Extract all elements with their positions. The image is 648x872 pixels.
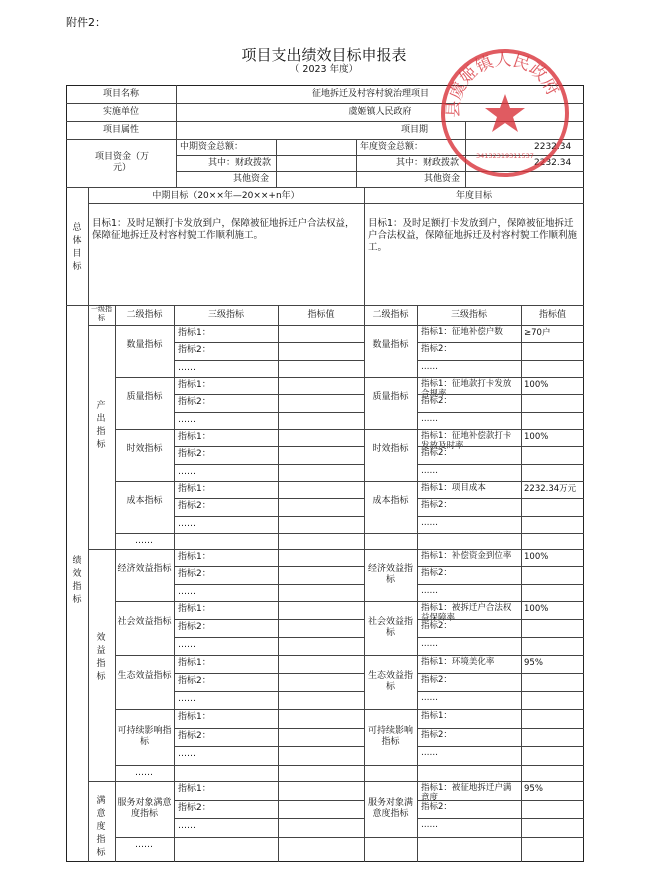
level2-left: 社会效益指标 [117,617,172,627]
level2-right: 质量指标 [372,392,409,402]
level1-satisfaction: 满意度指标 [96,796,106,858]
indicator-left: 指标1： [178,328,211,338]
level2-left: 质量指标 [126,392,163,402]
indicator-right: 指标1：被征地拆迁户满意度 [421,783,512,803]
indicator-left: 指标2： [178,501,211,512]
form-year: （ 2023 年度） [289,64,359,75]
indicator-value: 95% [524,658,543,668]
header-value-right: 指标值 [538,310,566,320]
indicator-left: …… [178,414,196,425]
indicator-right: 指标2： [421,568,452,579]
indicator-right: …… [421,413,438,424]
indicator-left: 指标2： [178,730,211,741]
indicator-right: …… [421,693,438,703]
mid-total-label: 中期资金总额： [180,142,244,152]
indicator-right: 指标2： [421,729,452,740]
header-level2-right: 二级指标 [372,310,409,320]
indicator-left: 指标1： [178,380,211,390]
year-other-label: 其他资金 [424,174,461,184]
indicator-right: 指标2： [421,801,452,812]
level2-right: 生态效益指标 [367,671,413,692]
indicator-left: …… [178,362,196,373]
project-name-value: 征地拆迁及村容村貌治理项目 [312,89,430,99]
indicator-right: …… [421,465,438,476]
svg-text:县虞姬镇人民政府: 县虞姬镇人民政府 [443,50,563,119]
year-fiscal-value: 2232.34 [534,158,572,168]
year-total-value: 2232.34 [534,142,572,152]
indicator-right: 指标1：征地款打卡发放合规率 [421,379,512,399]
level2-left: 可持续影响指标 [117,726,172,747]
indicator-left: 指标1： [178,484,211,494]
indicator-left: …… [178,586,196,597]
indicator-value: 100% [524,380,549,390]
section-dots: …… [135,536,153,546]
indicator-left: 指标1： [178,552,211,562]
indicator-value: 100% [524,432,549,442]
level2-left: 数量指标 [126,340,163,350]
indicator-left: 指标1： [178,712,211,722]
header-level3-left: 三级指标 [207,310,244,320]
indicator-right: …… [421,517,438,528]
indicator-left: 指标1： [178,432,211,442]
indicator-left: 指标1： [178,784,211,794]
indicator-right: …… [421,639,438,649]
unit-value: 虞姬镇人民政府 [348,107,412,117]
year-fiscal-label: 其中：财政拨款 [396,158,460,168]
year-total-label: 年度资金总额： [360,142,424,152]
level2-right: 数量指标 [372,340,409,350]
indicator-left: …… [178,749,196,760]
official-seal [438,46,572,180]
indicator-right: 指标1：补偿资金到位率 [421,551,512,561]
header-level3-right: 三级指标 [450,310,487,320]
indicator-right: …… [421,748,438,759]
level2-left: 服务对象满意度指标 [117,798,172,819]
perf-label: 绩效指标 [72,556,82,605]
annex-label: 附件2： [66,16,106,29]
indicator-left: …… [178,694,196,704]
indicator-right: 指标1：征地补偿款打卡发放及时率 [421,431,512,451]
indicator-right: 指标2： [421,448,452,459]
indicator-right: 指标2： [421,500,452,511]
indicator-value: 95% [524,784,543,794]
indicator-value: ≥70户 [524,328,551,338]
indicator-left: 指标2： [178,622,211,632]
level2-right: 可持续影响指标 [367,726,413,747]
indicator-left: 指标2： [178,676,211,686]
indicator-value: 100% [524,604,549,614]
level1-output: 产出指标 [96,401,106,450]
svg-text:34132319311537: 34132319311537 [476,152,534,160]
unit-label: 实施单位 [102,107,139,117]
indicator-right: 指标2： [421,396,452,407]
indicator-left: 指标1： [178,658,211,668]
fund-label: 项目资金（万元） [94,152,149,173]
level1-benefit: 效益指标 [96,633,106,682]
mid-goal-text: 目标1：及时足额打卡发放到户，保障被征地拆迁户合法权益，保障征地拆迁及村容村貌工作顺利施工。 [92,218,355,241]
period-label: 项目期 [401,125,429,135]
mid-goal-header: 中期目标（20××年—20××+n年） [152,191,300,201]
header-level1: 一级指标 [91,305,112,322]
indicator-left: 指标1： [178,604,211,614]
indicator-right: …… [421,820,438,831]
indicator-right: 指标2： [421,344,452,355]
attribute-label: 项目属性 [102,125,139,135]
level2-right: 成本指标 [372,496,409,506]
project-name-label: 项目名称 [102,89,139,99]
indicator-right: 指标1：项目成本 [421,483,486,493]
indicator-left: …… [178,466,196,477]
header-value-left: 指标值 [307,310,335,320]
level2-left: 时效指标 [126,444,163,454]
overall-goal-label: 总体目标 [72,223,82,272]
indicator-left: …… [178,821,196,832]
indicator-value: 2232.34万元 [524,484,577,494]
mid-other-label: 其他资金 [233,174,270,184]
indicator-right: …… [421,361,438,372]
level2-right: 服务对象满意度指标 [367,798,413,819]
indicator-right: …… [421,585,438,596]
section-dots: …… [135,840,153,850]
section-dots: …… [135,768,153,778]
year-goal-text: 目标1：及时足额打卡发放到户，保障被征地拆迁户合法权益，保障征地拆迁及村容村貌工作顺利施工。 [368,218,578,253]
indicator-left: 指标2： [178,397,211,408]
indicator-right: 指标1：征地补偿户数 [421,327,503,337]
indicator-left: …… [178,640,196,650]
level2-left: 生态效益指标 [117,671,172,681]
indicator-left: …… [178,518,196,529]
level2-right: 社会效益指标 [367,617,413,638]
indicator-left: 指标2： [178,569,211,580]
indicator-right: 指标1：环境美化率 [421,657,495,667]
indicator-left: 指标2： [178,449,211,460]
level2-left: 成本指标 [126,496,163,506]
indicator-left: 指标2： [178,802,211,813]
indicator-left: 指标2： [178,345,211,356]
level2-right: 经济效益指标 [367,564,413,585]
header-level2-left: 二级指标 [126,310,163,320]
level2-right: 时效指标 [372,444,409,454]
indicator-value: 100% [524,552,549,562]
indicator-right: 指标2： [421,675,452,685]
mid-fiscal-label: 其中：财政拨款 [208,158,272,168]
indicator-right: 指标1：被拆迁户合法权益保障率 [421,603,512,623]
indicator-right: 指标1： [421,711,452,721]
form-title: 项目支出绩效目标申报表 [241,46,407,64]
year-goal-header: 年度目标 [455,191,492,201]
indicator-right: 指标2： [421,621,452,631]
level2-left: 经济效益指标 [117,564,172,574]
